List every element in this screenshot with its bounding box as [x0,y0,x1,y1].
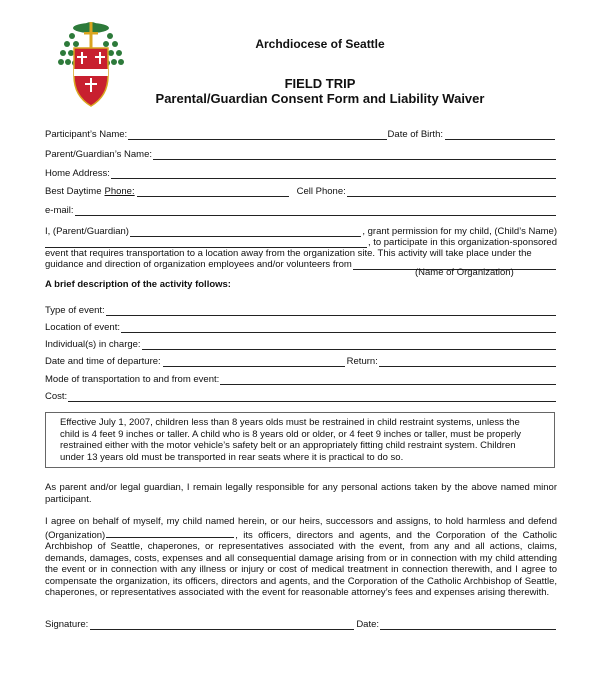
phone-label: Phone: [104,186,135,197]
transport-row [45,372,557,385]
parent-name-field[interactable] [153,149,556,160]
date-of-birth-field[interactable] [445,129,555,140]
departure-label: Date and time of departure: [45,356,161,367]
phone-row [45,184,557,197]
parent-name-label: Parent/Guardian’s Name: [45,149,153,160]
parent-row [45,147,557,160]
location-of-event-field[interactable] [121,322,556,333]
type-row [45,303,557,316]
location-of-event-label: Location of event: [45,322,120,333]
departure-row [45,354,557,367]
transport-field[interactable] [220,374,556,385]
return-field[interactable] [379,356,556,367]
cell-phone-label: Cell Phone: [296,186,346,197]
cost-label: Cost: [45,391,68,402]
signature-date-field[interactable] [380,619,556,630]
individuals-row [45,337,557,350]
signature-row [45,617,557,630]
type-of-event-field[interactable] [106,305,556,316]
activity-heading-text: A brief description of the activity follows: [45,279,231,290]
hold-harmless-part-1: I agree on behalf of myself, my child named herein, or our heirs, successors and assigns, to hold harmless and defend (Organization) [45,516,557,541]
location-row [45,320,557,333]
return-label: Return: [346,356,378,367]
hold-harmless-part-2: , its officers, directors and agents, and the Corporation of the Catholic Archbishop of Seattle, chaperones, or representatives associated with the event, from any and all actions, claims, demands, damages, costs, expenses and all consequential damage arising from or in connection with my child attending the event or in connection with any illness or injury or cost of medical treatment in connection therewith, and I agree to compensate the organization, its officers, directors and agents, and the Corporation of the Catholic Archbishop of Seattle, chaperones, or representatives associated with the event for reasonable attorney’s fees and expenses arising therewith. [45,529,557,598]
participant-name-label: Participant’s Name: [45,129,128,140]
hold-harmless-organization-field[interactable] [106,528,234,538]
organization-caption: (Name of Organization) [415,267,514,278]
cell-phone-field[interactable] [347,186,556,197]
individuals-in-charge-field[interactable] [142,339,556,350]
email-field[interactable] [75,205,556,216]
email-label: e-mail: [45,205,74,216]
permission-line-3: event that requires transportation to a location away from the organization site. This activity will take place under the [45,248,532,259]
form-title: FIELD TRIP [284,76,356,91]
date-label: Date: [356,619,380,630]
signature-field[interactable] [90,619,354,630]
individuals-in-charge-label: Individual(s) in charge: [45,339,141,350]
child-restraint-notice: Effective July 1, 2007, children less than 8 years olds must be restrained in child restraint systems, unless the child is 4 feet 9 inches or taller. A child who is 8 years old or older, or 4 feet 9 inches or taller, must be properly restrained either with the motor vehicle’s safety belt or an appropriately fitting child restraint system. Children under 13 years old must be transported in rear seats where it is practical to do so. [45,412,555,468]
participant-name-field[interactable] [128,129,386,140]
signature-label: Signature: [45,619,89,630]
departure-field[interactable] [163,356,345,367]
address-row [45,166,557,179]
type-of-event-label: Type of event: [45,305,105,316]
best-daytime-label: Best Daytime [45,186,102,197]
cost-field[interactable] [68,391,556,402]
parent-guardian-label: I, (Parent/Guardian) [45,226,129,237]
responsibility-paragraph: As parent and/or legal guardian, I remain legally responsible for any personal actions taken by the above named minor participant. [45,482,557,505]
participate-text: , to participate in this organization-sponsored [367,237,557,248]
transport-label: Mode of transportation to and from event: [45,374,220,385]
home-address-label: Home Address: [45,168,110,179]
hold-harmless-paragraph [45,516,557,599]
date-of-birth-label: Date of Birth: [387,129,443,140]
participant-row [45,127,557,140]
grant-permission-text: , grant permission for my child, (Child’s Name) [362,226,557,237]
home-address-field[interactable] [111,168,556,179]
organization-name: Archdiocese of Seattle [255,37,385,51]
email-row [45,203,557,216]
daytime-phone-field[interactable] [137,186,289,197]
activity-heading [45,277,557,290]
form-subtitle: Parental/Guardian Consent Form and Liability Waiver [155,91,485,106]
permission-line-4: guidance and direction of organization employees and/or volunteers from [45,259,352,270]
cost-row [45,389,557,402]
